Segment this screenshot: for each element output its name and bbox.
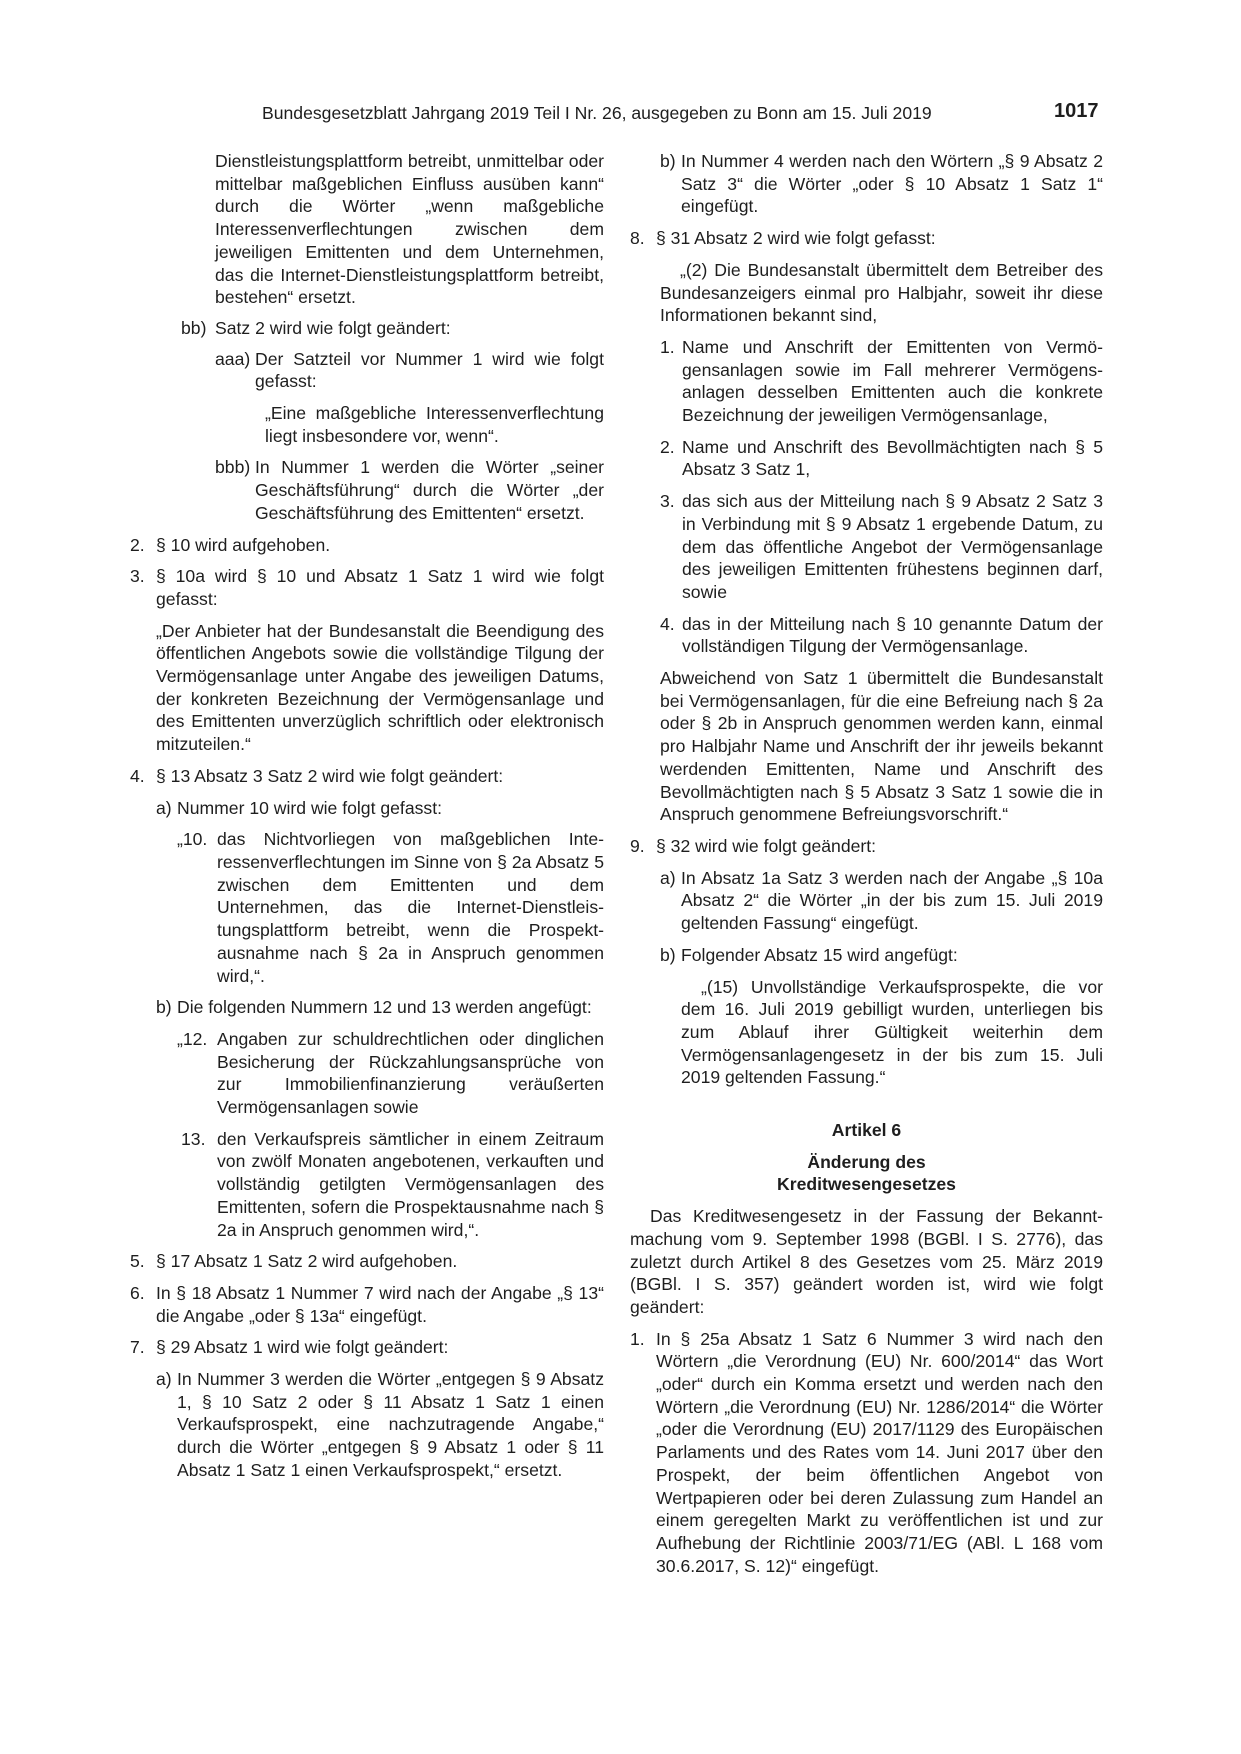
item-label: b) (660, 944, 676, 965)
item-label: „10. (177, 829, 208, 850)
item-4 (130, 765, 604, 788)
article-heading: Änderung des (807, 1151, 926, 1172)
item-text: § 31 Absatz 2 wird wie folgt gefasst: (656, 228, 936, 249)
item-label: 5. (130, 1251, 145, 1272)
quoted-item-2 (660, 436, 1103, 481)
item-label: 1. (660, 336, 675, 357)
article-title: Artikel 6 (831, 1120, 902, 1141)
item-label: „12. (177, 1028, 208, 1049)
item-text: § 10a wird § 10 und Absatz 1 Satz 1 wird wie folgt gefasst: (156, 566, 604, 609)
article-intro: Das Kreditwesengesetz in der Fassung der Bekanntmachung vom 9. September 1998 (BGBl. I S. 2776), das zuletzt durch Artikel 8 des Gesetzes vom 25. März 2019 (BGBl. I S. 357) geändert worden ist, wird wie folgt geändert: (630, 1206, 1103, 1317)
item-text: § 32 wird wie folgt geändert: (656, 835, 877, 856)
quoted-text: Abweichend von Satz 1 übermittelt die Bundesanstalt bei Vermögensanlagen, für die eine Befreiung nach § 2a oder § 2b in Anspruch genommen werden kann, einmal pro Halbjahr Name und Anschrift der ihr jeweils bekannt werdenden Emittenten, Name und Anschrift des Bevollmächtigten nach § 5 Absatz 3 Satz 1 sowie die in Anspruch genommene Befreiungsvorschrift.“ (660, 668, 1103, 825)
item-text: In Absatz 1a Satz 3 werden nach der Angabe „§ 10a Absatz 2“ die Wörter „in der bis zum 15. Juli 2019 geltenden Fassung“ eingefügt. (681, 867, 1103, 934)
item-text: § 17 Absatz 1 Satz 2 wird aufgehoben. (156, 1251, 458, 1272)
item-9 (630, 835, 1103, 858)
item-bb (181, 317, 604, 340)
item-text: Die folgenden Nummern 12 und 13 werden angefügt: (177, 997, 592, 1018)
item-7a (156, 1368, 604, 1482)
item-label: 1. (630, 1328, 645, 1349)
item-text: den Verkaufspreis sämtlicher in einem Zeitraum von zwölf Monaten angebotenen, verkauften und vollständig getilgten Vermögensanlagen des Emittenten, sofern die Prospektausnahme nach § 2a in Anspruch genommen wird,“. (217, 1128, 604, 1240)
item-label: 2. (660, 436, 675, 457)
article-heading: Kreditwesengesetzes (777, 1174, 956, 1195)
quoted-text: „(2) Die Bundesanstalt übermittelt dem Betreiber des Bundesanzeigers einmal pro Halbjahr, soweit ihr diese Informationen bekannt sind, (660, 259, 1103, 326)
item-text: Nummer 10 wird wie folgt gefasst: (177, 797, 442, 818)
running-header (0, 101, 1241, 125)
item-text: In Nummer 4 werden nach den Wörtern „§ 9 Absatz 2 Satz 3“ die Wörter „oder § 10 Absatz 1 Satz 1“ eingefügt. (681, 151, 1103, 217)
left-column (130, 150, 604, 1482)
item-label: 9. (630, 835, 645, 856)
item-text: Name und Anschrift des Bevollmächtigten nach § 5 Absatz 3 Satz 1, (682, 436, 1103, 480)
item-text: das Nichtvorliegen von maßgeblichen Interessenverflechtungen im Sinne von § 2a Absatz 5 zwischen dem Emittenten und dem Unternehmen, das die Internet-Dienstleistungsplattform betreibt, wenn die Prospektausnahme nach § 2a in Anspruch genommen wird,“. (217, 829, 604, 986)
item-label: 13. (181, 1128, 206, 1149)
item-5 (130, 1250, 604, 1273)
item-4a (156, 797, 604, 820)
item-label: a) (156, 797, 172, 818)
item-text: In Nummer 3 werden die Wörter „entgegen § 9 Absatz 1, § 10 Satz 2 oder § 11 Absatz 1 Satz 1 einen Verkaufsprospekt, eine nachzutragende Angabe,“ durch die Wörter „entgegen § 9 Absatz 1 oder § 11 Absatz 1 Satz 1 einen Verkaufsprospekt,“ ersetzt. (177, 1369, 604, 1480)
item-label: a) (660, 867, 676, 888)
item-text: § 10 wird aufgehoben. (156, 534, 331, 555)
right-column (630, 150, 1103, 1577)
quoted-text: „Eine maßgebliche Interessenverflechtung liegt insbesondere vor, wenn“. (265, 403, 604, 446)
page-number: 1017 (1054, 100, 1099, 122)
header-title: Bundesgesetzblatt Jahrgang 2019 Teil I Nr. 26, ausgegeben zu Bonn am 15. Juli 2019 (262, 103, 932, 123)
item-label: 7. (130, 1337, 145, 1358)
item-3 (130, 565, 604, 610)
item-text: In Nummer 1 werden die Wörter „seiner Geschäftsführung“ durch die Wörter „der Geschäftsführung des Emittenten“ ersetzt. (255, 457, 604, 523)
item-label: b) (660, 151, 676, 171)
item-label: 3. (660, 491, 675, 512)
quoted-text: „Der Anbieter hat der Bundesanstalt die Beendigung des öffentlichen Angebots sowie die vollständige Tilgung der Vermögensanlage unter Angabe des jeweiligen Datums, der konkreten Bezeichnung der Vermögensanlage und des Emittenten unverzüglich schriftlich oder elektronisch mitzuteilen.“ (156, 620, 604, 755)
quoted-item-1 (660, 336, 1103, 427)
item-9a (660, 867, 1103, 935)
item-text: In § 18 Absatz 1 Nummer 7 wird nach der Angabe „§ 13“ die Angabe „oder § 13a“ eingefügt. (156, 1282, 604, 1326)
item-label: b) (156, 997, 172, 1018)
item-text: § 13 Absatz 3 Satz 2 wird wie folgt geändert: (156, 765, 504, 786)
item-label: 8. (630, 228, 645, 249)
item-label: bbb) (215, 457, 251, 478)
article-item-1 (630, 1328, 1103, 1578)
quoted-text: „(15) Unvollständige Verkaufsprospekte, die vor dem 16. Juli 2019 gebilligt wurden, unterliegen bis zum Ablauf ihrer Gültigkeit weiterhin dem Vermögensanlagengesetz in der bis zum 15. Juli 2019 geltenden Fassung.“ (681, 976, 1103, 1088)
item-7 (130, 1336, 604, 1359)
quoted-item-3 (660, 490, 1103, 604)
item-bbb (215, 456, 604, 524)
quoted-item-10 (177, 828, 604, 987)
item-text: Folgender Absatz 15 wird angefügt: (681, 944, 958, 965)
item-label: a) (156, 1369, 172, 1390)
item-9b (660, 944, 1103, 967)
item-text: Satz 2 wird wie folgt geändert: (215, 317, 451, 338)
item-label: bb) (181, 317, 207, 338)
item-8 (630, 227, 1103, 250)
item-label: 4. (660, 613, 675, 634)
item-text: das sich aus der Mitteilung nach § 9 Absatz 2 Satz 3 in Verbindung mit § 9 Absatz 1 ergebende Datum, zu dem das öffentliche Angebot der Vermögensanlage des jeweiligen Emittenten frühestens beginnen darf, sowie (682, 491, 1103, 602)
item-label: 3. (130, 566, 145, 587)
item-label: aaa) (215, 348, 251, 369)
item-7b (660, 150, 1103, 218)
item-text: Der Satzteil vor Nummer 1 wird wie folgt gefasst: (255, 348, 604, 392)
item-6 (130, 1282, 604, 1327)
item-text: das in der Mitteilung nach § 10 genannte Datum der vollständigen Tilgung der Vermögensanlage. (682, 613, 1103, 657)
quoted-item-12 (177, 1028, 604, 1119)
continued-paragraph: Dienstleistungsplattform betreibt, unmittelbar oder mittelbar maßgeblichen Einfluss ausüben kann“ durch die Wörter „wenn maßgebliche Interessenverflechtungen zwischen dem jeweiligen Emittenten und dem Unternehmen, das die Internet-Dienstleistungsplattform betreibt, bestehen“ ersetzt. (215, 151, 604, 308)
item-text: In § 25a Absatz 1 Satz 6 Nummer 3 wird nach den Wörtern „die Verordnung (EU) Nr. 600/2014“ das Wort „oder“ durch ein Komma ersetzt und werden nach den Wörtern „die Verordnung (EU) Nr. 1286/2014“ die Wörter „oder die Verordnung (EU) 2017/1129 des Europäischen Parlaments und des Rates vom 14. Juni 2017 über den Prospekt, der beim öffentlichen Angebot von Wertpapieren oder bei deren Zulassung zum Handel an einem geregelten Markt zu veröffentlichen ist und zur Aufhebung der Richtlinie 2003/71/EG (ABl. L 168 vom 30.6.2017, S. 12)“ eingefügt. (656, 1328, 1103, 1576)
item-label: 4. (130, 765, 145, 786)
item-4b (156, 996, 604, 1019)
item-text: Name und Anschrift der Emittenten von Vermögensanlagen sowie im Fall mehrerer Vermögensanlagen desselben Emittenten auch die konkrete Bezeichnung der jeweiligen Vermögensanlage, (682, 336, 1103, 426)
item-label: 6. (130, 1282, 145, 1303)
item-aaa (215, 348, 604, 393)
item-2 (130, 534, 604, 557)
quoted-item-13 (181, 1128, 604, 1242)
quoted-item-4 (660, 613, 1103, 658)
item-text: Angaben zur schuldrechtlichen oder dinglichen Besicherung der Rückzahlungsansprüche von zur Immobilienfinanzierung veräußerten Vermögensanlagen sowie (217, 1028, 604, 1118)
item-text: § 29 Absatz 1 wird wie folgt geändert: (156, 1337, 449, 1358)
item-label: 2. (130, 534, 145, 555)
